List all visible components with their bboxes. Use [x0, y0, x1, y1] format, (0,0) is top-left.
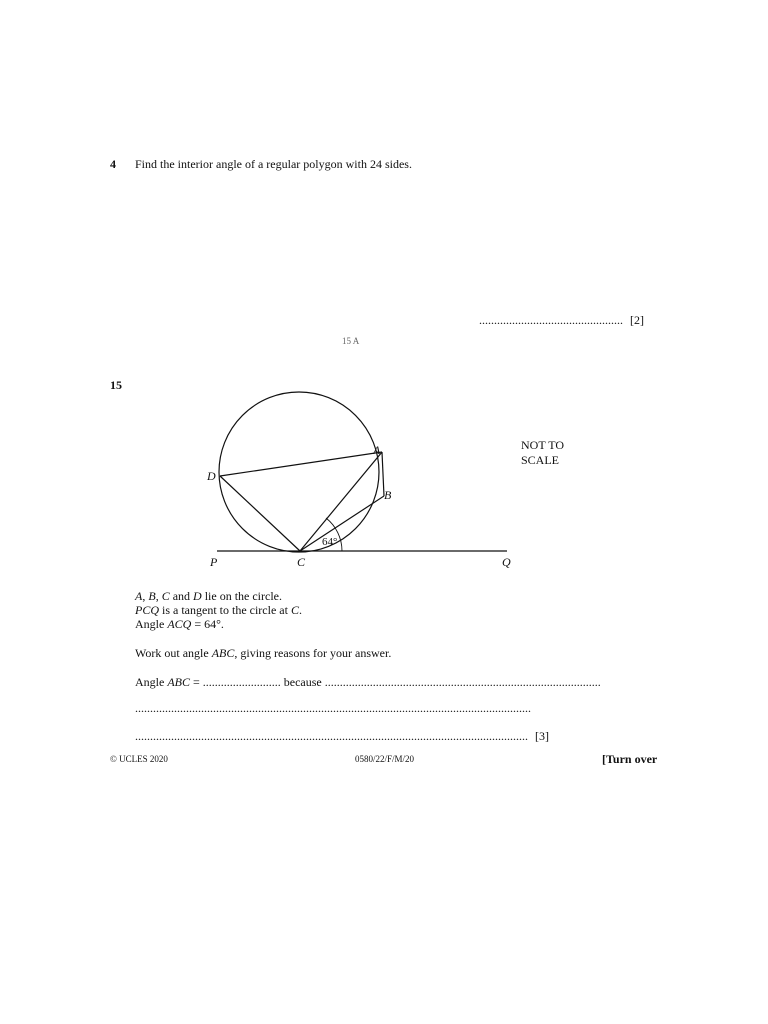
answer-dots: ................................................	[479, 313, 623, 327]
not-to-scale-line-1: NOT TO	[521, 438, 565, 452]
stray-fragment: 15 A	[342, 336, 360, 346]
answer-line-14	[479, 313, 644, 328]
answer-dots-1: = .......................... because	[190, 675, 325, 689]
label-d: D	[207, 469, 216, 483]
marks-15: [3]	[535, 729, 549, 743]
statement-tangent: PCQ is a tangent to the circle at C.	[135, 603, 302, 617]
chord-ac	[300, 452, 382, 551]
instruction-text: Work out angle ABC, giving reasons for your answer.	[135, 646, 392, 660]
statement-3-suffix: = 64°.	[191, 617, 224, 631]
question-number-14: 4	[110, 157, 116, 171]
label-b: B	[384, 488, 392, 502]
footer-turn-over: [Turn over	[602, 752, 658, 766]
label-q: Q	[502, 555, 511, 569]
question-14-text: Find the interior angle of a regular polygon with 24 sides.	[135, 157, 412, 171]
label-p: P	[210, 555, 218, 569]
question-number-15: 15	[110, 378, 122, 392]
chord-da	[220, 452, 382, 476]
footer-copyright: © UCLES 2020	[110, 754, 168, 764]
chord-dc	[220, 476, 300, 551]
marks-14: [2]	[630, 313, 644, 327]
answer-line-1	[135, 675, 601, 690]
answer-prefix: Angle	[135, 675, 168, 689]
statement-3-prefix: Angle	[135, 617, 168, 631]
answer-line-2: ....................................................................................................................................	[135, 701, 531, 715]
footer-paper-code: 0580/22/F/M/20	[355, 754, 415, 764]
not-to-scale-line-2: SCALE	[521, 453, 560, 467]
angle-label-64: 64°	[322, 536, 338, 548]
statement-2-text: is a tangent to the circle at	[159, 603, 291, 617]
answer-dots-2: ............................................................................................	[324, 675, 601, 689]
not-to-scale-note	[521, 438, 564, 468]
statement-angle-acq: Angle ACQ = 64°.	[135, 617, 224, 631]
chord-bc	[300, 496, 384, 551]
statement-1-text: lie on the circle.	[201, 589, 282, 603]
label-c: C	[297, 555, 306, 569]
statement-points-on-circle: A, B, C and D lie on the circle.	[135, 589, 282, 603]
circle-tangent-diagram	[195, 388, 525, 573]
answer-line-3-dots: ...................................................................................................................................	[135, 729, 528, 743]
answer-line-3	[135, 729, 549, 744]
answer-angle-name: ABC	[167, 675, 190, 689]
label-a: A	[373, 443, 381, 457]
